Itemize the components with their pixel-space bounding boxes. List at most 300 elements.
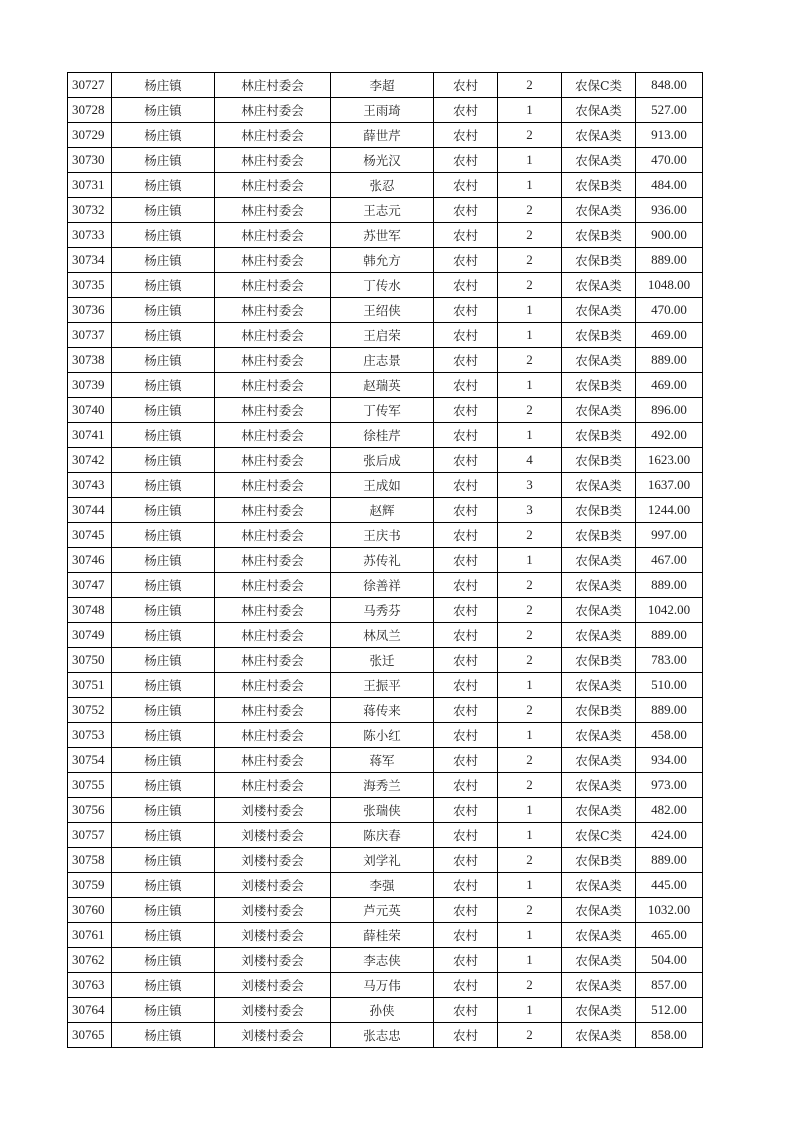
village-committee-cell: 林庄村委会 [215,398,331,423]
village-committee-cell: 林庄村委会 [215,148,331,173]
table-row [68,898,703,923]
household-size-cell: 2 [498,523,562,548]
table-row [68,848,703,873]
household-size-cell: 1 [498,723,562,748]
insurance-category-cell: 农保A类 [562,573,636,598]
household-type-cell: 农村 [434,698,498,723]
amount-cell: 889.00 [636,248,703,273]
record-id-cell: 30762 [68,948,112,973]
household-type-cell: 农村 [434,823,498,848]
person-name-cell: 海秀兰 [331,773,434,798]
town-cell: 杨庄镇 [112,948,215,973]
town-cell: 杨庄镇 [112,598,215,623]
amount-cell: 469.00 [636,373,703,398]
table-row [68,398,703,423]
village-committee-cell: 林庄村委会 [215,123,331,148]
household-type-cell: 农村 [434,348,498,373]
insurance-category-cell: 农保A类 [562,473,636,498]
amount-cell: 470.00 [636,148,703,173]
person-name-cell: 赵瑞英 [331,373,434,398]
records-table [67,72,703,1048]
village-committee-cell: 林庄村委会 [215,448,331,473]
table-row [68,773,703,798]
table-row [68,948,703,973]
town-cell: 杨庄镇 [112,298,215,323]
record-id-cell: 30747 [68,573,112,598]
table-row [68,173,703,198]
record-id-cell: 30729 [68,123,112,148]
record-id-cell: 30739 [68,373,112,398]
household-type-cell: 农村 [434,223,498,248]
record-id-cell: 30740 [68,398,112,423]
household-type-cell: 农村 [434,873,498,898]
amount-cell: 858.00 [636,1023,703,1048]
person-name-cell: 王成如 [331,473,434,498]
village-committee-cell: 林庄村委会 [215,198,331,223]
amount-cell: 889.00 [636,348,703,373]
amount-cell: 424.00 [636,823,703,848]
town-cell: 杨庄镇 [112,773,215,798]
town-cell: 杨庄镇 [112,223,215,248]
village-committee-cell: 刘楼村委会 [215,998,331,1023]
person-name-cell: 丁传军 [331,398,434,423]
household-type-cell: 农村 [434,673,498,698]
record-id-cell: 30758 [68,848,112,873]
amount-cell: 934.00 [636,748,703,773]
village-committee-cell: 林庄村委会 [215,773,331,798]
record-id-cell: 30730 [68,148,112,173]
insurance-category-cell: 农保B类 [562,373,636,398]
table-row [68,373,703,398]
record-id-cell: 30734 [68,248,112,273]
insurance-category-cell: 农保A类 [562,123,636,148]
town-cell: 杨庄镇 [112,323,215,348]
town-cell: 杨庄镇 [112,548,215,573]
record-id-cell: 30728 [68,98,112,123]
household-type-cell: 农村 [434,748,498,773]
amount-cell: 889.00 [636,698,703,723]
table-row [68,523,703,548]
person-name-cell: 徐桂芹 [331,423,434,448]
amount-cell: 857.00 [636,973,703,998]
amount-cell: 467.00 [636,548,703,573]
village-committee-cell: 林庄村委会 [215,348,331,373]
village-committee-cell: 林庄村委会 [215,573,331,598]
record-id-cell: 30742 [68,448,112,473]
insurance-category-cell: 农保A类 [562,898,636,923]
insurance-category-cell: 农保B类 [562,423,636,448]
household-type-cell: 农村 [434,73,498,98]
insurance-category-cell: 农保C类 [562,823,636,848]
village-committee-cell: 林庄村委会 [215,173,331,198]
town-cell: 杨庄镇 [112,698,215,723]
insurance-category-cell: 农保A类 [562,798,636,823]
amount-cell: 470.00 [636,298,703,323]
table-row [68,973,703,998]
household-size-cell: 2 [498,623,562,648]
amount-cell: 1048.00 [636,273,703,298]
household-size-cell: 2 [498,698,562,723]
village-committee-cell: 林庄村委会 [215,598,331,623]
table-row [68,248,703,273]
person-name-cell: 张瑞侠 [331,798,434,823]
person-name-cell: 陈小红 [331,723,434,748]
record-id-cell: 30741 [68,423,112,448]
household-type-cell: 农村 [434,473,498,498]
person-name-cell: 张忍 [331,173,434,198]
table-row [68,548,703,573]
table-row [68,323,703,348]
household-size-cell: 4 [498,448,562,473]
village-committee-cell: 林庄村委会 [215,748,331,773]
person-name-cell: 赵辉 [331,498,434,523]
amount-cell: 973.00 [636,773,703,798]
household-size-cell: 2 [498,73,562,98]
household-size-cell: 1 [498,98,562,123]
household-size-cell: 2 [498,598,562,623]
record-id-cell: 30727 [68,73,112,98]
household-type-cell: 农村 [434,323,498,348]
amount-cell: 913.00 [636,123,703,148]
town-cell: 杨庄镇 [112,623,215,648]
household-size-cell: 2 [498,573,562,598]
household-type-cell: 农村 [434,398,498,423]
amount-cell: 445.00 [636,873,703,898]
table-row [68,473,703,498]
town-cell: 杨庄镇 [112,748,215,773]
household-type-cell: 农村 [434,173,498,198]
insurance-category-cell: 农保B类 [562,498,636,523]
household-size-cell: 2 [498,398,562,423]
table-row [68,1023,703,1048]
amount-cell: 936.00 [636,198,703,223]
household-size-cell: 2 [498,898,562,923]
record-id-cell: 30737 [68,323,112,348]
person-name-cell: 李强 [331,873,434,898]
insurance-category-cell: 农保A类 [562,1023,636,1048]
household-type-cell: 农村 [434,298,498,323]
village-committee-cell: 林庄村委会 [215,548,331,573]
village-committee-cell: 林庄村委会 [215,98,331,123]
household-size-cell: 1 [498,923,562,948]
record-id-cell: 30763 [68,973,112,998]
household-type-cell: 农村 [434,1023,498,1048]
insurance-category-cell: 农保B类 [562,848,636,873]
amount-cell: 482.00 [636,798,703,823]
household-size-cell: 1 [498,948,562,973]
amount-cell: 1042.00 [636,598,703,623]
amount-cell: 848.00 [636,73,703,98]
person-name-cell: 王雨琦 [331,98,434,123]
table-row [68,648,703,673]
household-type-cell: 农村 [434,998,498,1023]
person-name-cell: 杨光汉 [331,148,434,173]
household-size-cell: 1 [498,873,562,898]
village-committee-cell: 林庄村委会 [215,498,331,523]
household-size-cell: 1 [498,148,562,173]
town-cell: 杨庄镇 [112,873,215,898]
household-type-cell: 农村 [434,273,498,298]
person-name-cell: 蒋军 [331,748,434,773]
town-cell: 杨庄镇 [112,473,215,498]
person-name-cell: 王庆书 [331,523,434,548]
person-name-cell: 孙侠 [331,998,434,1023]
household-type-cell: 农村 [434,148,498,173]
insurance-category-cell: 农保B类 [562,173,636,198]
amount-cell: 484.00 [636,173,703,198]
village-committee-cell: 林庄村委会 [215,473,331,498]
town-cell: 杨庄镇 [112,1023,215,1048]
person-name-cell: 林凤兰 [331,623,434,648]
town-cell: 杨庄镇 [112,498,215,523]
town-cell: 杨庄镇 [112,573,215,598]
record-id-cell: 30749 [68,623,112,648]
amount-cell: 527.00 [636,98,703,123]
person-name-cell: 王振平 [331,673,434,698]
record-id-cell: 30759 [68,873,112,898]
household-type-cell: 农村 [434,798,498,823]
insurance-category-cell: 农保A类 [562,273,636,298]
household-size-cell: 1 [498,673,562,698]
person-name-cell: 马秀芬 [331,598,434,623]
village-committee-cell: 林庄村委会 [215,623,331,648]
amount-cell: 889.00 [636,623,703,648]
household-size-cell: 1 [498,548,562,573]
village-committee-cell: 林庄村委会 [215,373,331,398]
town-cell: 杨庄镇 [112,798,215,823]
table-row [68,448,703,473]
village-committee-cell: 林庄村委会 [215,248,331,273]
household-size-cell: 2 [498,223,562,248]
insurance-category-cell: 农保A类 [562,298,636,323]
household-size-cell: 1 [498,423,562,448]
table-row [68,223,703,248]
insurance-category-cell: 农保A类 [562,548,636,573]
record-id-cell: 30765 [68,1023,112,1048]
person-name-cell: 李志侠 [331,948,434,973]
town-cell: 杨庄镇 [112,973,215,998]
record-id-cell: 30752 [68,698,112,723]
household-size-cell: 1 [498,798,562,823]
village-committee-cell: 刘楼村委会 [215,973,331,998]
table-row [68,148,703,173]
town-cell: 杨庄镇 [112,848,215,873]
record-id-cell: 30764 [68,998,112,1023]
table-row [68,573,703,598]
person-name-cell: 张志忠 [331,1023,434,1048]
household-type-cell: 农村 [434,898,498,923]
record-id-cell: 30743 [68,473,112,498]
household-size-cell: 2 [498,748,562,773]
insurance-category-cell: 农保B类 [562,248,636,273]
table-row [68,873,703,898]
village-committee-cell: 刘楼村委会 [215,848,331,873]
household-type-cell: 农村 [434,248,498,273]
household-type-cell: 农村 [434,773,498,798]
table-row [68,923,703,948]
village-committee-cell: 刘楼村委会 [215,798,331,823]
amount-cell: 900.00 [636,223,703,248]
household-type-cell: 农村 [434,98,498,123]
insurance-category-cell: 农保A类 [562,198,636,223]
household-size-cell: 3 [498,473,562,498]
village-committee-cell: 林庄村委会 [215,73,331,98]
household-type-cell: 农村 [434,373,498,398]
insurance-category-cell: 农保A类 [562,673,636,698]
table-body [68,73,703,1048]
amount-cell: 1637.00 [636,473,703,498]
town-cell: 杨庄镇 [112,98,215,123]
person-name-cell: 张后成 [331,448,434,473]
household-size-cell: 2 [498,348,562,373]
insurance-category-cell: 农保A类 [562,998,636,1023]
household-type-cell: 农村 [434,848,498,873]
household-size-cell: 2 [498,648,562,673]
insurance-category-cell: 农保B类 [562,648,636,673]
record-id-cell: 30751 [68,673,112,698]
record-id-cell: 30746 [68,548,112,573]
insurance-category-cell: 农保A类 [562,773,636,798]
household-type-cell: 农村 [434,923,498,948]
record-id-cell: 30744 [68,498,112,523]
village-committee-cell: 林庄村委会 [215,648,331,673]
table-row [68,98,703,123]
insurance-category-cell: 农保B类 [562,523,636,548]
table-row [68,723,703,748]
village-committee-cell: 林庄村委会 [215,223,331,248]
record-id-cell: 30745 [68,523,112,548]
insurance-category-cell: 农保A类 [562,723,636,748]
household-size-cell: 2 [498,248,562,273]
amount-cell: 492.00 [636,423,703,448]
amount-cell: 465.00 [636,923,703,948]
town-cell: 杨庄镇 [112,148,215,173]
household-type-cell: 农村 [434,198,498,223]
person-name-cell: 苏世军 [331,223,434,248]
record-id-cell: 30731 [68,173,112,198]
household-size-cell: 1 [498,323,562,348]
household-type-cell: 农村 [434,548,498,573]
table-row [68,698,703,723]
village-committee-cell: 林庄村委会 [215,698,331,723]
village-committee-cell: 刘楼村委会 [215,923,331,948]
table-row [68,623,703,648]
household-type-cell: 农村 [434,448,498,473]
person-name-cell: 庄志景 [331,348,434,373]
village-committee-cell: 林庄村委会 [215,273,331,298]
amount-cell: 997.00 [636,523,703,548]
town-cell: 杨庄镇 [112,898,215,923]
amount-cell: 469.00 [636,323,703,348]
amount-cell: 783.00 [636,648,703,673]
amount-cell: 1032.00 [636,898,703,923]
village-committee-cell: 林庄村委会 [215,298,331,323]
household-size-cell: 1 [498,173,562,198]
town-cell: 杨庄镇 [112,648,215,673]
household-type-cell: 农村 [434,623,498,648]
table-row [68,423,703,448]
amount-cell: 458.00 [636,723,703,748]
household-type-cell: 农村 [434,498,498,523]
person-name-cell: 王志元 [331,198,434,223]
village-committee-cell: 刘楼村委会 [215,873,331,898]
town-cell: 杨庄镇 [112,523,215,548]
person-name-cell: 蒋传来 [331,698,434,723]
village-committee-cell: 刘楼村委会 [215,1023,331,1048]
household-size-cell: 2 [498,973,562,998]
household-size-cell: 2 [498,123,562,148]
record-id-cell: 30754 [68,748,112,773]
town-cell: 杨庄镇 [112,348,215,373]
person-name-cell: 薛桂荣 [331,923,434,948]
record-id-cell: 30738 [68,348,112,373]
village-committee-cell: 林庄村委会 [215,523,331,548]
insurance-category-cell: 农保B类 [562,223,636,248]
household-size-cell: 3 [498,498,562,523]
household-size-cell: 1 [498,998,562,1023]
household-size-cell: 2 [498,198,562,223]
person-name-cell: 芦元英 [331,898,434,923]
town-cell: 杨庄镇 [112,73,215,98]
insurance-category-cell: 农保A类 [562,923,636,948]
person-name-cell: 徐善祥 [331,573,434,598]
household-type-cell: 农村 [434,723,498,748]
table-row [68,273,703,298]
insurance-category-cell: 农保A类 [562,348,636,373]
household-type-cell: 农村 [434,598,498,623]
town-cell: 杨庄镇 [112,923,215,948]
table-row [68,198,703,223]
household-type-cell: 农村 [434,973,498,998]
household-size-cell: 2 [498,1023,562,1048]
person-name-cell: 马万伟 [331,973,434,998]
table-row [68,298,703,323]
table-row [68,123,703,148]
amount-cell: 889.00 [636,848,703,873]
amount-cell: 896.00 [636,398,703,423]
insurance-category-cell: 农保A类 [562,598,636,623]
table-row [68,598,703,623]
insurance-category-cell: 农保A类 [562,748,636,773]
record-id-cell: 30755 [68,773,112,798]
record-id-cell: 30735 [68,273,112,298]
record-id-cell: 30733 [68,223,112,248]
amount-cell: 889.00 [636,573,703,598]
amount-cell: 1623.00 [636,448,703,473]
insurance-category-cell: 农保A类 [562,148,636,173]
town-cell: 杨庄镇 [112,448,215,473]
insurance-category-cell: 农保C类 [562,73,636,98]
amount-cell: 510.00 [636,673,703,698]
record-id-cell: 30760 [68,898,112,923]
town-cell: 杨庄镇 [112,373,215,398]
village-committee-cell: 刘楼村委会 [215,948,331,973]
town-cell: 杨庄镇 [112,823,215,848]
insurance-category-cell: 农保B类 [562,448,636,473]
household-size-cell: 1 [498,298,562,323]
amount-cell: 1244.00 [636,498,703,523]
person-name-cell: 陈庆春 [331,823,434,848]
household-size-cell: 2 [498,273,562,298]
record-id-cell: 30750 [68,648,112,673]
household-type-cell: 农村 [434,948,498,973]
household-type-cell: 农村 [434,573,498,598]
household-size-cell: 1 [498,823,562,848]
insurance-category-cell: 农保A类 [562,98,636,123]
person-name-cell: 李超 [331,73,434,98]
record-id-cell: 30748 [68,598,112,623]
person-name-cell: 张迁 [331,648,434,673]
